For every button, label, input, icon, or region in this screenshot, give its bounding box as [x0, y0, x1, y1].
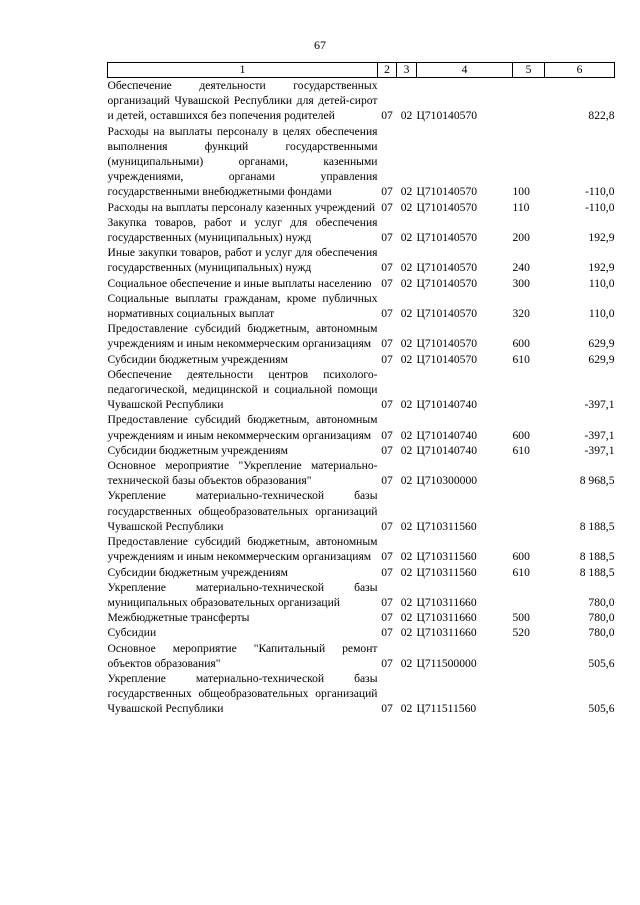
row-section: 07 [381, 595, 393, 609]
row-expense-type: 500 [512, 611, 530, 625]
table-row [108, 245, 615, 275]
row-name: Основное мероприятие "Укрепление материально-технической базы объектов образования" [107, 459, 378, 488]
row-expense-type: 520 [512, 626, 530, 640]
row-name: Укрепление материально-технической базы государственных общеобразовательных организаций Чувашской Республики [107, 671, 378, 716]
row-amount: 8 968,5 [579, 474, 615, 488]
row-amount: 780,0 [588, 595, 615, 609]
row-section: 07 [381, 428, 393, 442]
row-subsection: 02 [400, 519, 413, 533]
table-row [108, 78, 615, 124]
row-subsection: 02 [400, 261, 413, 275]
row-target-article: Ц711511560 [416, 702, 477, 716]
row-expense-type: 110 [512, 200, 530, 214]
row-subsection: 02 [400, 200, 413, 214]
column-header: 5 [513, 63, 545, 78]
row-subsection: 02 [400, 231, 413, 245]
row-target-article: Ц710300000 [416, 474, 478, 488]
row-expense-type: 320 [512, 307, 530, 321]
row-target-article: Ц710140570 [416, 261, 478, 275]
row-target-article: Ц710140570 [416, 352, 478, 366]
row-name: Основное мероприятие "Капитальный ремонт объектов образования" [107, 641, 378, 670]
table-row [108, 534, 615, 564]
table-row [108, 458, 615, 488]
row-section: 07 [381, 261, 393, 275]
row-name: Укрепление материально-технической базы муниципальных образовательных организаций [107, 580, 378, 609]
row-section: 07 [381, 565, 393, 579]
row-section: 07 [381, 702, 393, 716]
table-row [108, 124, 615, 200]
table-row [108, 610, 615, 625]
row-target-article: Ц710311660 [416, 611, 477, 625]
row-name: Субсидии бюджетным учреждениям [107, 443, 288, 457]
row-name: Субсидии [107, 626, 157, 640]
table-row [108, 291, 615, 321]
table-row [108, 215, 615, 245]
page-number: 67 [314, 38, 326, 52]
row-section: 07 [381, 307, 393, 321]
row-target-article: Ц710140570 [416, 185, 478, 199]
row-subsection: 02 [400, 443, 413, 457]
row-expense-type: 600 [512, 550, 530, 564]
row-section: 07 [381, 185, 393, 199]
row-amount: -397,1 [584, 443, 615, 457]
row-name: Обеспечение деятельности центров психолого-педагогической, медицинской и социальной помощи Чувашской Республики [107, 367, 378, 412]
row-section: 07 [381, 231, 393, 245]
row-target-article: Ц711500000 [416, 656, 477, 670]
row-name: Субсидии бюджетным учреждениям [107, 565, 288, 579]
table-row [108, 580, 615, 610]
budget-table [107, 62, 615, 717]
row-subsection: 02 [400, 276, 413, 290]
row-subsection: 02 [400, 474, 413, 488]
row-expense-type: 610 [512, 565, 530, 579]
row-expense-type [513, 641, 545, 671]
row-amount: -110,0 [584, 200, 615, 214]
row-subsection: 02 [400, 550, 413, 564]
row-target-article: Ц710140570 [416, 231, 478, 245]
row-name: Субсидии бюджетным учреждениям [107, 352, 288, 366]
row-amount: 629,9 [588, 337, 615, 351]
column-header: 2 [378, 63, 397, 78]
row-target-article: Ц710311560 [416, 565, 477, 579]
row-expense-type [513, 78, 545, 124]
row-section: 07 [381, 550, 393, 564]
row-section: 07 [381, 352, 393, 366]
column-header: 3 [397, 63, 417, 78]
row-amount: -397,1 [584, 428, 615, 442]
column-header: 6 [545, 63, 615, 78]
row-amount: 780,0 [588, 626, 615, 640]
row-target-article: Ц710140740 [416, 443, 478, 457]
row-name: Расходы на выплаты персоналу казенных учреждений [107, 200, 376, 214]
row-target-article: Ц710311660 [416, 626, 477, 640]
table-row [108, 565, 615, 580]
row-subsection: 02 [400, 702, 413, 716]
row-expense-type: 100 [512, 185, 530, 199]
row-amount: 110,0 [588, 307, 615, 321]
row-expense-type: 600 [512, 337, 530, 351]
row-section: 07 [381, 474, 393, 488]
row-target-article: Ц710311660 [416, 595, 477, 609]
table-row [108, 200, 615, 215]
row-amount: 8 188,5 [579, 519, 615, 533]
row-amount: 192,9 [588, 261, 615, 275]
table-row [108, 352, 615, 367]
table-row [108, 488, 615, 534]
row-target-article: Ц710140570 [416, 307, 478, 321]
row-section: 07 [381, 337, 393, 351]
row-amount: -110,0 [584, 185, 615, 199]
row-section: 07 [381, 200, 393, 214]
row-target-article: Ц710140570 [416, 200, 478, 214]
row-subsection: 02 [400, 352, 413, 366]
row-expense-type [513, 458, 545, 488]
row-name: Социальные выплаты гражданам, кроме публичных нормативных социальных выплат [107, 291, 378, 321]
row-subsection: 02 [400, 626, 413, 640]
row-section: 07 [381, 276, 393, 290]
row-name: Предоставление субсидий бюджетным, автономным учреждениям и иным некоммерческим организациям [107, 535, 378, 564]
row-expense-type: 300 [512, 276, 530, 290]
row-subsection: 02 [400, 185, 413, 199]
table-row [108, 671, 615, 717]
row-target-article: Ц710311560 [416, 550, 477, 564]
table-row [108, 641, 615, 671]
row-subsection: 02 [400, 611, 413, 625]
row-target-article: Ц710140740 [416, 428, 478, 442]
row-name: Социальное обеспечение и иные выплаты населению [107, 276, 372, 290]
row-subsection: 02 [400, 307, 413, 321]
row-target-article: Ц710140570 [416, 276, 478, 290]
row-expense-type [513, 580, 545, 610]
row-target-article: Ц710140570 [416, 109, 478, 123]
row-expense-type: 200 [512, 231, 530, 245]
row-expense-type: 610 [512, 352, 530, 366]
row-name: Предоставление субсидий бюджетным, автономным учреждениям и иным некоммерческим организациям [107, 413, 378, 442]
row-amount: 110,0 [588, 276, 615, 290]
column-header-row [108, 63, 615, 78]
table-row [108, 443, 615, 458]
table-row [108, 625, 615, 640]
row-section: 07 [381, 626, 393, 640]
row-target-article: Ц710140570 [416, 337, 478, 351]
row-section: 07 [381, 398, 393, 412]
table-row [108, 321, 615, 351]
row-subsection: 02 [400, 109, 413, 123]
row-section: 07 [381, 443, 393, 457]
row-section: 07 [381, 109, 393, 123]
column-header: 1 [108, 63, 378, 78]
row-target-article: Ц710140740 [416, 398, 478, 412]
row-expense-type: 240 [512, 261, 530, 275]
row-name: Межбюджетные трансферты [107, 611, 250, 625]
row-section: 07 [381, 519, 393, 533]
row-expense-type: 600 [512, 428, 530, 442]
row-subsection: 02 [400, 337, 413, 351]
row-expense-type [513, 367, 545, 413]
row-expense-type: 610 [512, 443, 530, 457]
row-subsection: 02 [400, 428, 413, 442]
row-amount: 629,9 [588, 352, 615, 366]
row-section: 07 [381, 656, 393, 670]
row-name: Обеспечение деятельности государственных организаций Чувашской Республики для детей-сирот и детей, оставшихся без попечения родителей [107, 79, 378, 123]
row-amount: 8 188,5 [579, 565, 615, 579]
table-row [108, 412, 615, 442]
row-amount: 780,0 [588, 611, 615, 625]
row-name: Расходы на выплаты персоналу в целях обеспечения выполнения функций государственными (муниципальными) органами, казенными учреждениями, органами управления государственными внебюджетными фондами [107, 124, 378, 199]
row-expense-type [513, 671, 545, 717]
row-expense-type [513, 488, 545, 534]
row-subsection: 02 [400, 656, 413, 670]
row-amount: 8 188,5 [579, 550, 615, 564]
row-name: Предоставление субсидий бюджетным, автономным учреждениям и иным некоммерческим организациям [107, 322, 378, 351]
row-amount: 505,6 [588, 656, 615, 670]
row-amount: 192,9 [588, 231, 615, 245]
row-target-article: Ц710311560 [416, 519, 477, 533]
row-amount: 822,8 [588, 109, 615, 123]
table-row [108, 276, 615, 291]
row-subsection: 02 [400, 595, 413, 609]
row-amount: -397,1 [584, 398, 615, 412]
row-subsection: 02 [400, 565, 413, 579]
row-name: Иные закупки товаров, работ и услуг для обеспечения государственных (муниципальных) нужд [107, 246, 378, 275]
table-row [108, 367, 615, 413]
row-section: 07 [381, 611, 393, 625]
row-name: Закупка товаров, работ и услуг для обеспечения государственных (муниципальных) нужд [107, 215, 378, 245]
row-name: Укрепление материально-технической базы государственных общеобразовательных организаций Чувашской Республики [107, 489, 378, 533]
row-subsection: 02 [400, 398, 413, 412]
row-amount: 505,6 [588, 702, 615, 716]
column-header: 4 [417, 63, 513, 78]
